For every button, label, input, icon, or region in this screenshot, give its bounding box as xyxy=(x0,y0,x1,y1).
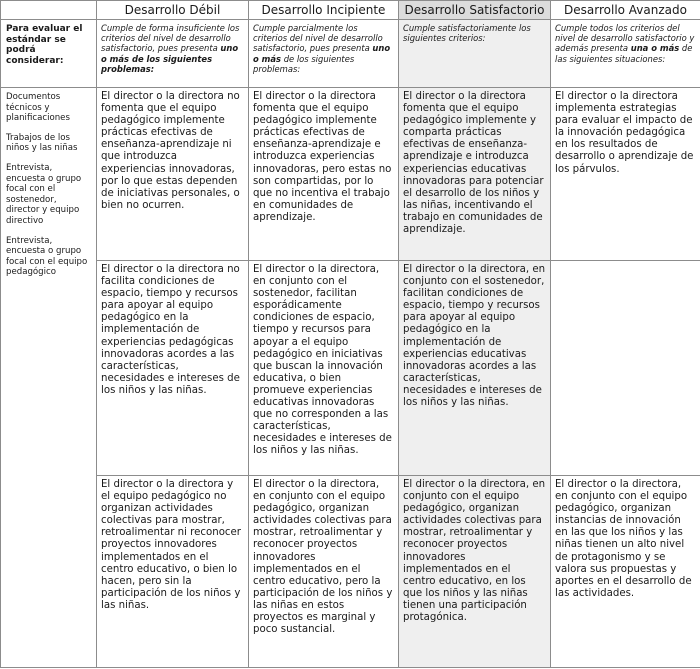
source-item: Entrevista, encuesta o grupo focal con el sostenedor, director y equipo directivo xyxy=(6,162,82,226)
row3-satisfactorio: El director o la directora, en conjunto con el equipo pedagógico, organizan actividades colectivas para mostrar, retroalimentar y reconocer proyectos innovadores implementados en el centro educativo, en los que los niños y las niñas tienen una participación protagónica. xyxy=(399,476,551,668)
row2-avanzado xyxy=(551,261,700,476)
row1-debil: El director o la directora no fomenta que el equipo pedagógico implemente prácticas efectivas de enseñanza-aprendizaje ni que introduzca experiencias innovadoras, por lo que estas dependen de iniciativas personales, o bien no ocurren. xyxy=(97,88,249,261)
row2-debil: El director o la directora no facilita condiciones de espacio, tiempo y recursos para apoyar al equipo pedagógico en la implementación de experiencias pedagógicas innovadoras acordes a las características, necesidades e intereses de los niños y las niñas. xyxy=(97,261,249,476)
row2-satisfactorio: El director o la directora, en conjunto con el sostenedor, facilitan condiciones de espacio, tiempo y recursos para apoyar al equipo pedagógico en la implementación de experiencias educativas innovadoras acordes a las características, necesidades e intereses de los niños y las niñas. xyxy=(399,261,551,476)
row2-incipiente: El director o la directora, en conjunto con el sostenedor, facilitan esporádicamente condiciones de espacio, tiempo y recursos para apoyar a el equipo pedagógico en iniciativas que buscan la innovación educativa, o bien promueve experiencias educativas innovadoras que no corresponden a las características, necesidades e intereses de los niños y las niñas. xyxy=(249,261,399,476)
header-row xyxy=(1,1,700,20)
row3-incipiente: El director o la directora, en conjunto con el equipo pedagógico, organizan actividades colectivas para mostrar, retroalimentar y reconocer proyectos innovadores implementados en el centro educativo, pero la participación de los niños y las niñas en estos proyectos es marginal y poco sustancial. xyxy=(249,476,399,668)
criterion-row-3 xyxy=(1,476,700,668)
source-item: Entrevista, encuesta o grupo focal con el equipo pedagógico xyxy=(6,235,88,278)
criterion-row-1 xyxy=(1,88,700,261)
evaluation-label: Para evaluar el estándar se podrá considerar: xyxy=(6,24,83,66)
intro-satisfactorio: Cumple satisfactoriamente los siguientes criterios: xyxy=(399,20,551,88)
row3-debil: El director o la directora y el equipo pedagógico no organizan actividades colectivas para mostrar, retroalimentar ni reconocer proyectos innovadores implementados en el centro educativo, o bien lo hacen, pero sin la participación de los niños y las niñas. xyxy=(97,476,249,668)
criterion-row-2 xyxy=(1,261,700,476)
intro-incipiente: Cumple parcialmente los criterios del nivel de desarrollo satisfactorio, pues presenta uno o más de los siguientes problemas: xyxy=(249,20,399,88)
row3-avanzado: El director o la directora, en conjunto con el equipo pedagógico, organizan instancias de innovación en las que los niños y las niñas tienen un alto nivel de protagonismo y se valora sus propuestas y aportes en el desarrollo de las actividades. xyxy=(551,476,700,668)
sources-cell xyxy=(1,88,97,668)
intro-debil: Cumple de forma insuficiente los criterios del nivel de desarrollo satisfactorio, pues presenta uno o más de los siguientes problemas: xyxy=(97,20,249,88)
evaluation-label-cell xyxy=(1,20,97,88)
source-item: Documentos técnicos y planificaciones xyxy=(6,92,70,124)
corner-cell xyxy=(1,1,97,20)
header-desarrollo-debil: Desarrollo Débil xyxy=(97,1,249,20)
header-desarrollo-avanzado: Desarrollo Avanzado xyxy=(551,1,700,20)
source-item: Trabajos de los niños y las niñas xyxy=(6,132,78,154)
header-desarrollo-incipiente: Desarrollo Incipiente xyxy=(249,1,399,20)
intro-avanzado: Cumple todos los criterios del nivel de desarrollo satisfactorio y además presenta una o más de las siguientes situaciones: xyxy=(551,20,700,88)
row1-avanzado: El director o la directora implementa estrategias para evaluar el impacto de la innovación pedagógica en los resultados de desarrollo o aprendizaje de los párvulos. xyxy=(551,88,700,261)
row1-satisfactorio: El director o la directora fomenta que el equipo pedagógico implemente y comparta prácticas efectivas de enseñanza-aprendizaje e introduzca experiencias educativas innovadoras para potenciar el desarrollo de los niños y las niñas, incentivando el trabajo en comunidades de aprendizaje. xyxy=(399,88,551,261)
row1-incipiente: El director o la directora fomenta que el equipo pedagógico implemente prácticas efectivas de enseñanza-aprendizaje e introduzca experiencias innovadoras, pero estas no son compartidas, por lo que no incentiva el trabajo en comunidades de aprendizaje. xyxy=(249,88,399,261)
intro-row xyxy=(1,20,700,88)
header-desarrollo-satisfactorio: Desarrollo Satisfactorio xyxy=(399,1,551,20)
